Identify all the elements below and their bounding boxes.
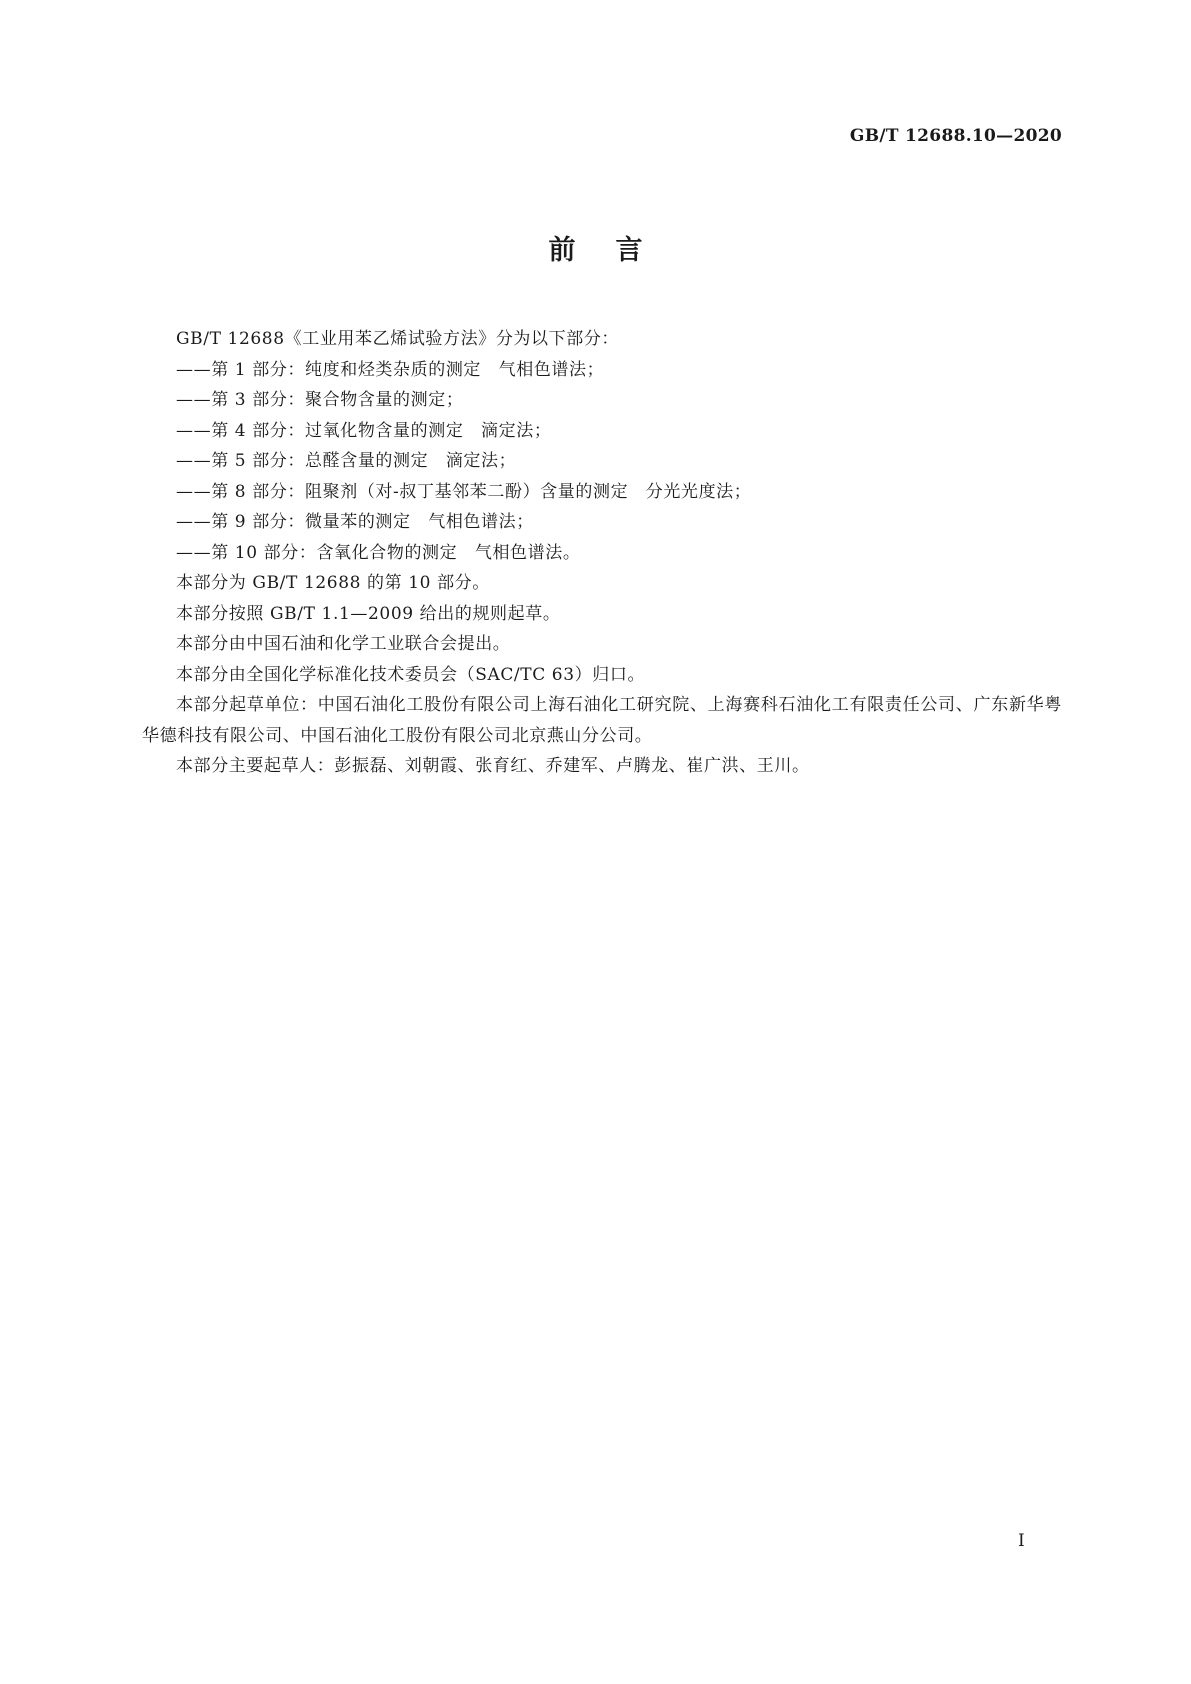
- page-number: I: [1018, 1531, 1025, 1551]
- list-item-part-5: ——第 5 部分：总醛含量的测定 滴定法；: [176, 451, 517, 471]
- list-item-part-9: ——第 9 部分：微量苯的测定 气相色谱法；: [176, 512, 534, 532]
- drafting-rules-paragraph: 本部分按照 GB/T 1.1—2009 给出的规则起草。: [176, 603, 561, 624]
- intro-paragraph: GB/T 12688《工业用苯乙烯试验方法》分为以下部分：: [176, 329, 620, 349]
- page-title: 前言: [548, 235, 683, 266]
- list-item-part-3: ——第 3 部分：聚合物含量的测定；: [176, 390, 464, 410]
- drafting-units-paragraph: 本部分起草单位：中国石油化工股份有限公司上海石油化工研究院、上海赛科石油化工有限责任公司、广东新华粤华德科技有限公司、中国石油化工股份有限公司北京燕山分公司。: [142, 695, 1062, 746]
- part-statement-paragraph: 本部分为 GB/T 12688 的第 10 部分。: [176, 573, 490, 593]
- list-item-part-10: ——第 10 部分：含氧化合物的测定 气相色谱法。: [176, 542, 581, 563]
- drafters-paragraph: 本部分主要起草人：彭振磊、刘朝霞、张育红、乔建军、卢腾龙、崔广洪、王川。: [176, 756, 810, 776]
- proposer-paragraph: 本部分由中国石油和化学工业联合会提出。: [176, 634, 511, 654]
- foreword-body: [142, 324, 1062, 782]
- committee-paragraph: 本部分由全国化学标准化技术委员会（SAC/TC 63）归口。: [176, 664, 646, 685]
- list-item-part-8: ——第 8 部分：阻聚剂（对-叔丁基邻苯二酚）含量的测定 分光光度法；: [176, 481, 752, 502]
- standard-code: GB/T 12688.10—2020: [849, 126, 1062, 146]
- list-item-part-1: ——第 1 部分：纯度和烃类杂质的测定 气相色谱法；: [176, 359, 605, 380]
- list-item-part-4: ——第 4 部分：过氧化物含量的测定 滴定法；: [176, 420, 552, 441]
